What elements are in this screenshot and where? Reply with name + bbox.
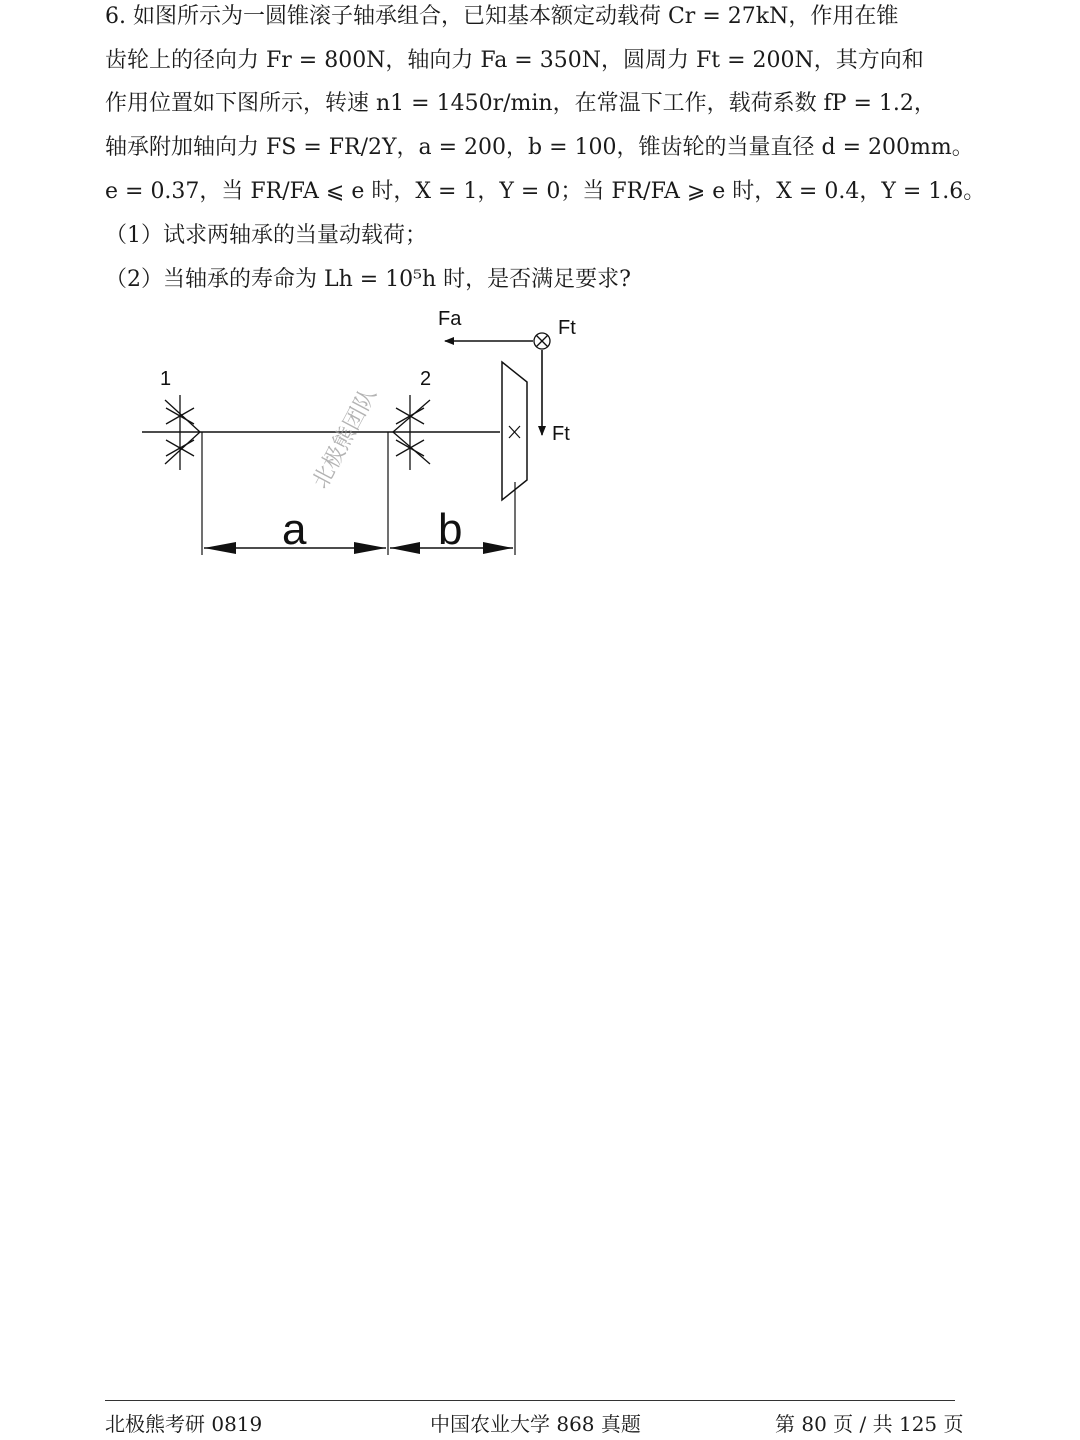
problem-line-1: 6. 如图所示为一圆锥滚子轴承组合，已知基本额定动载荷 Cr = 27kN，作用在锥 bbox=[105, 4, 899, 29]
problem-line-3: 作用位置如下图所示，转速 n1 = 1450r/min，在常温下工作，载荷系数 fP = 1.2， bbox=[105, 91, 936, 116]
dimension-a-label: a bbox=[282, 505, 307, 554]
ft-into-page-symbol bbox=[534, 333, 550, 349]
ft-top-label: Ft bbox=[558, 317, 576, 339]
dimension-b-label: b bbox=[438, 505, 463, 554]
bearing-1-label: 1 bbox=[160, 368, 172, 390]
footer-divider bbox=[105, 1400, 955, 1401]
watermark: 北极熊团队 bbox=[308, 383, 382, 493]
footer-left: 北极熊考研 0819 bbox=[105, 1412, 263, 1436]
footer-page-number: 第 80 页 / 共 125 页 bbox=[775, 1412, 964, 1436]
problem-line-2: 齿轮上的径向力 Fr = 800N，轴向力 Fa = 350N，圆周力 Ft = 200N，其方向和 bbox=[105, 48, 924, 73]
bearing-diagram bbox=[130, 300, 590, 580]
question-2: （2）当轴承的寿命为 Lh = 10⁵h 时，是否满足要求? bbox=[105, 267, 631, 292]
problem-line-4: 轴承附加轴向力 FS = FR/2Y，a = 200，b = 100，锥齿轮的当量直径 d = 200mm。 bbox=[105, 135, 974, 160]
footer-center: 中国农业大学 868 真题 bbox=[430, 1412, 641, 1436]
bevel-gear bbox=[502, 362, 527, 500]
ft-side-label: Ft bbox=[552, 423, 570, 445]
bearing-2-label: 2 bbox=[420, 368, 432, 390]
question-1: （1）试求两轴承的当量动载荷； bbox=[105, 223, 427, 248]
problem-line-5: e = 0.37，当 FR/FA ⩽ e 时，X = 1，Y = 0；当 FR/FA ⩾ e 时，X = 0.4，Y = 1.6。 bbox=[105, 179, 986, 204]
fa-label: Fa bbox=[438, 308, 462, 330]
